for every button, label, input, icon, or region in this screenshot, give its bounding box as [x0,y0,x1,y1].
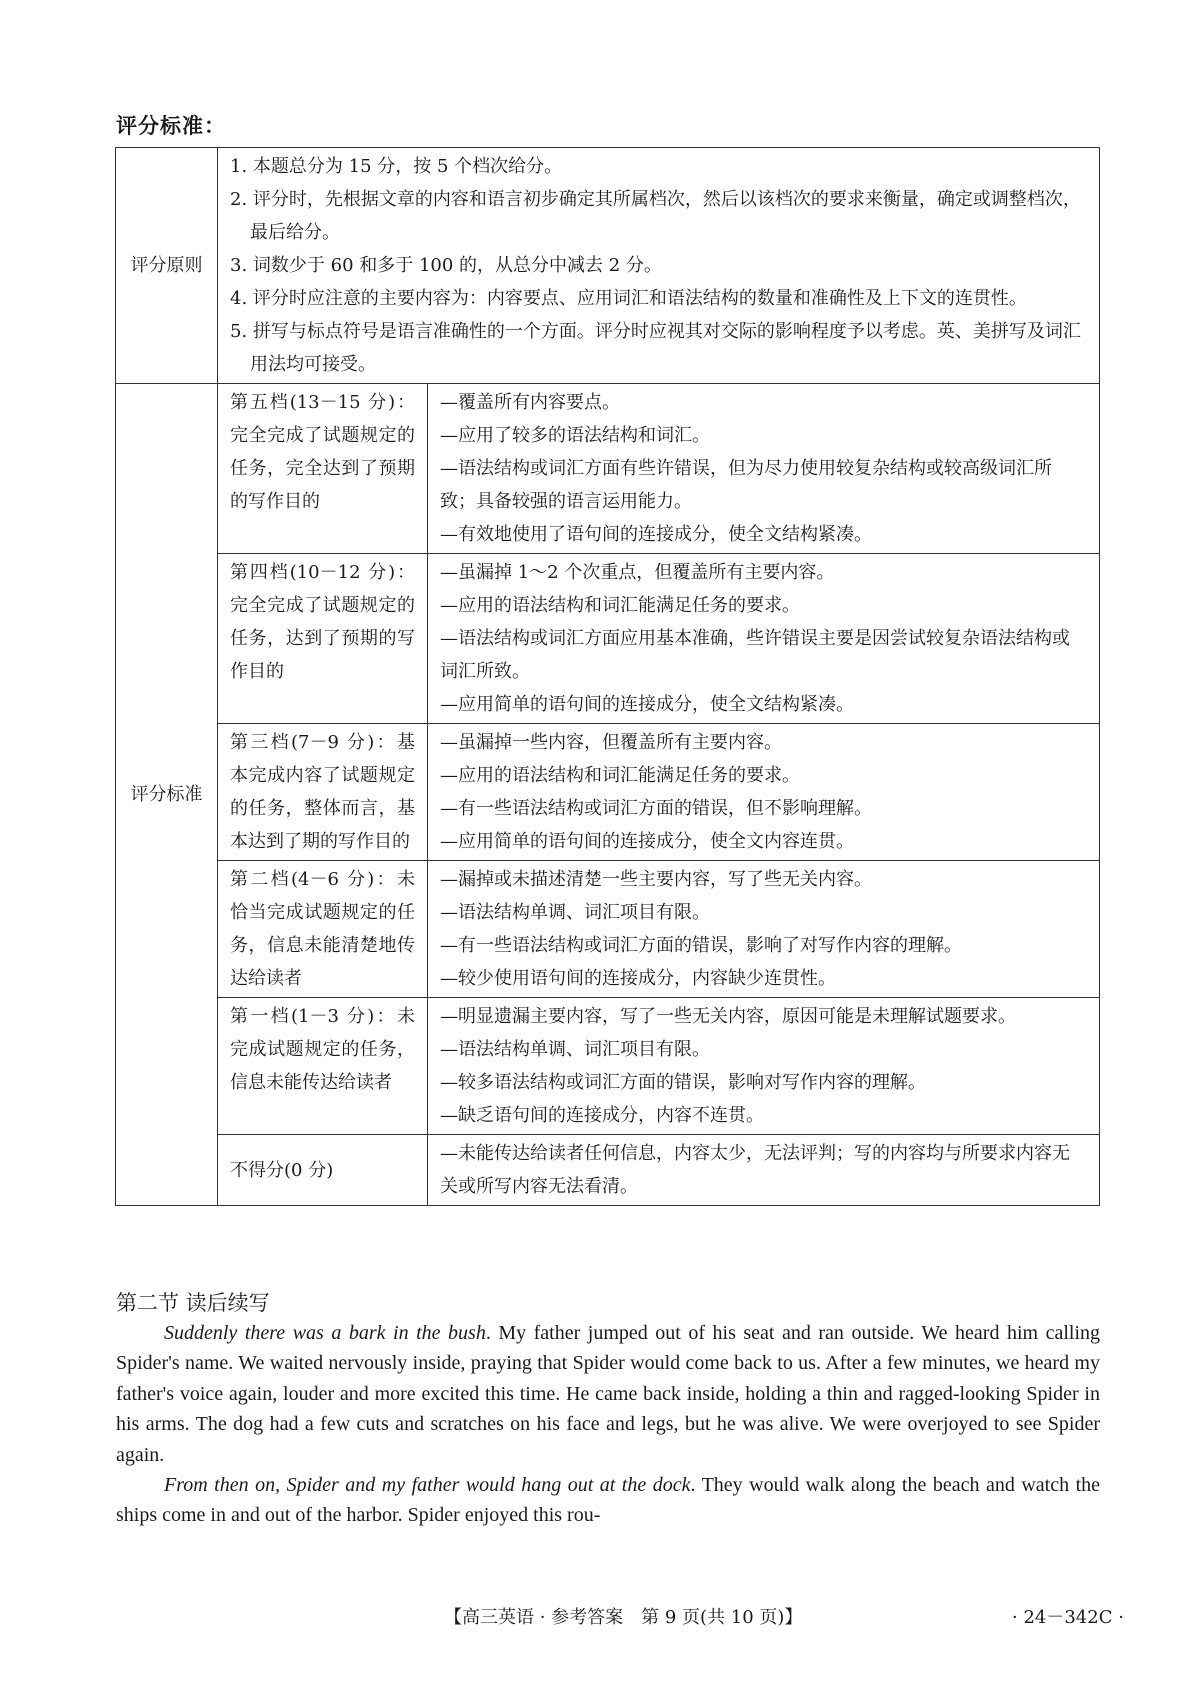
level-descriptors [428,861,1100,998]
descriptor-item: —有效地使用了语句间的连接成分，使全文结构紧凑。 [440,524,872,545]
descriptor-item: —覆盖所有内容要点。 [440,392,620,413]
given-opening-sentence-1: Suddenly there was a bark in the bush [164,1322,486,1344]
paragraph-text: . My father jumped out of his seat and ran outside. We heard him calling Spider's name. We waited nervously inside, praying that Spider would come back to us. After a few minutes, we heard my father's voice again, louder and more excited this time. He came back inside, holding a thin and ragged-looking Spider in his arms. The dog had a few cuts and scratches on his face and legs, but he was alive. We were overjoyed to see Spider again. [116,1322,1101,1466]
level-row-2 [116,861,1100,998]
descriptor-item: —未能传达给读者任何信息，内容太少，无法评判；写的内容均与所要求内容无关或所写内容无法看清。 [440,1143,1070,1197]
level-title: 第一档(1－3 分)：未完成试题规定的任务，信息未能传达给读者 [218,998,428,1135]
descriptor-item: —应用简单的语句间的连接成分，使全文内容连贯。 [440,831,854,852]
given-opening-sentence-2: From then on, Spider and my father would hang out at the dock [164,1474,691,1497]
paragraph-text: . They would walk along the beach and watch the ships come in and out of the harbor. Spider enjoyed this rou- [116,1474,1100,1527]
descriptor-item: —语法结构或词汇方面有些许错误，但为尽力使用较复杂结构或较高级词汇所致；具备较强的语言运用能力。 [440,458,1052,512]
level-row-5 [116,384,1100,554]
level-title: 不得分(0 分) [218,1135,428,1206]
passage-paragraph-1 [116,1318,1100,1470]
level-descriptors [428,384,1100,554]
descriptor-item: —虽漏掉 1～2 个次重点，但覆盖所有主要内容。 [440,562,835,583]
scoring-criteria-heading: 评分标准： [116,114,226,138]
descriptor-item: —有一些语法结构或词汇方面的错误，影响了对写作内容的理解。 [440,935,962,956]
footer-code: · 24－342C · [1012,1607,1124,1628]
standards-label: 评分标准 [116,384,218,1206]
principle-item-4: 4. 评分时应注意的主要内容为：内容要点、应用词汇和语法结构的数量和准确性及上下文的连贯性。 [230,288,1027,309]
continuation-passage [116,1318,1100,1531]
footer-page-info: 【高三英语 · 参考答案 第 9 页(共 10 页)】 [444,1607,803,1628]
scoring-rubric-table [115,147,1100,1206]
level-descriptors [428,1135,1100,1206]
level-title: 第五档(13－15 分)：完全完成了试题规定的任务，完全达到了预期的写作目的 [218,384,428,554]
descriptor-item: —应用的语法结构和词汇能满足任务的要求。 [440,595,800,616]
principles-label: 评分原则 [116,148,218,384]
level-row-1 [116,998,1100,1135]
descriptor-item: —较多语法结构或词汇方面的错误，影响对写作内容的理解。 [440,1072,926,1093]
level-descriptors [428,724,1100,861]
section-title: 第二节 读后续写 [116,1291,270,1315]
descriptor-item: —明显遗漏主要内容，写了一些无关内容，原因可能是未理解试题要求。 [440,1006,1016,1027]
descriptor-item: —较少使用语句间的连接成分，内容缺少连贯性。 [440,968,836,989]
descriptor-item: —语法结构单调、词汇项目有限。 [440,902,710,923]
level-title: 第二档(4－6 分)：未恰当完成试题规定的任务，信息未能清楚地传达给读者 [218,861,428,998]
descriptor-item: —应用的语法结构和词汇能满足任务的要求。 [440,765,800,786]
descriptor-item: —应用简单的语句间的连接成分，使全文结构紧凑。 [440,694,854,715]
principles-row [116,148,1100,384]
principle-item-1: 1. 本题总分为 15 分，按 5 个档次给分。 [230,156,563,177]
descriptor-item: —语法结构或词汇方面应用基本准确，些许错误主要是因尝试较复杂语法结构或词汇所致。 [440,628,1070,682]
principle-item-2: 2. 评分时，先根据文章的内容和语言初步确定其所属档次，然后以该档次的要求来衡量，确定或调整档次，最后给分。 [230,189,1081,243]
level-descriptors [428,554,1100,724]
descriptor-item: —缺乏语句间的连接成分，内容不连贯。 [440,1105,764,1126]
level-descriptors [428,998,1100,1135]
descriptor-item: —漏掉或未描述清楚一些主要内容，写了些无关内容。 [440,869,872,890]
principle-item-3: 3. 词数少于 60 和多于 100 的，从总分中减去 2 分。 [230,255,662,276]
descriptor-item: —有一些语法结构或词汇方面的错误，但不影响理解。 [440,798,872,819]
level-title: 第三档(7－9 分)：基本完成内容了试题规定的任务，整体而言，基本达到了期的写作目的 [218,724,428,861]
passage-paragraph-2 [116,1470,1100,1531]
level-row-0 [116,1135,1100,1206]
descriptor-item: —语法结构单调、词汇项目有限。 [440,1039,710,1060]
level-row-3 [116,724,1100,861]
descriptor-item: —应用了较多的语法结构和词汇。 [440,425,710,446]
level-row-4 [116,554,1100,724]
level-title: 第四档(10－12 分)：完全完成了试题规定的任务，达到了预期的写作目的 [218,554,428,724]
descriptor-item: —虽漏掉一些内容，但覆盖所有主要内容。 [440,732,782,753]
principle-item-5: 5. 拼写与标点符号是语言准确性的一个方面。评分时应视其对交际的影响程度予以考虑。英、美拼写及词汇用法均可接受。 [230,321,1081,375]
principles-content [218,148,1100,384]
